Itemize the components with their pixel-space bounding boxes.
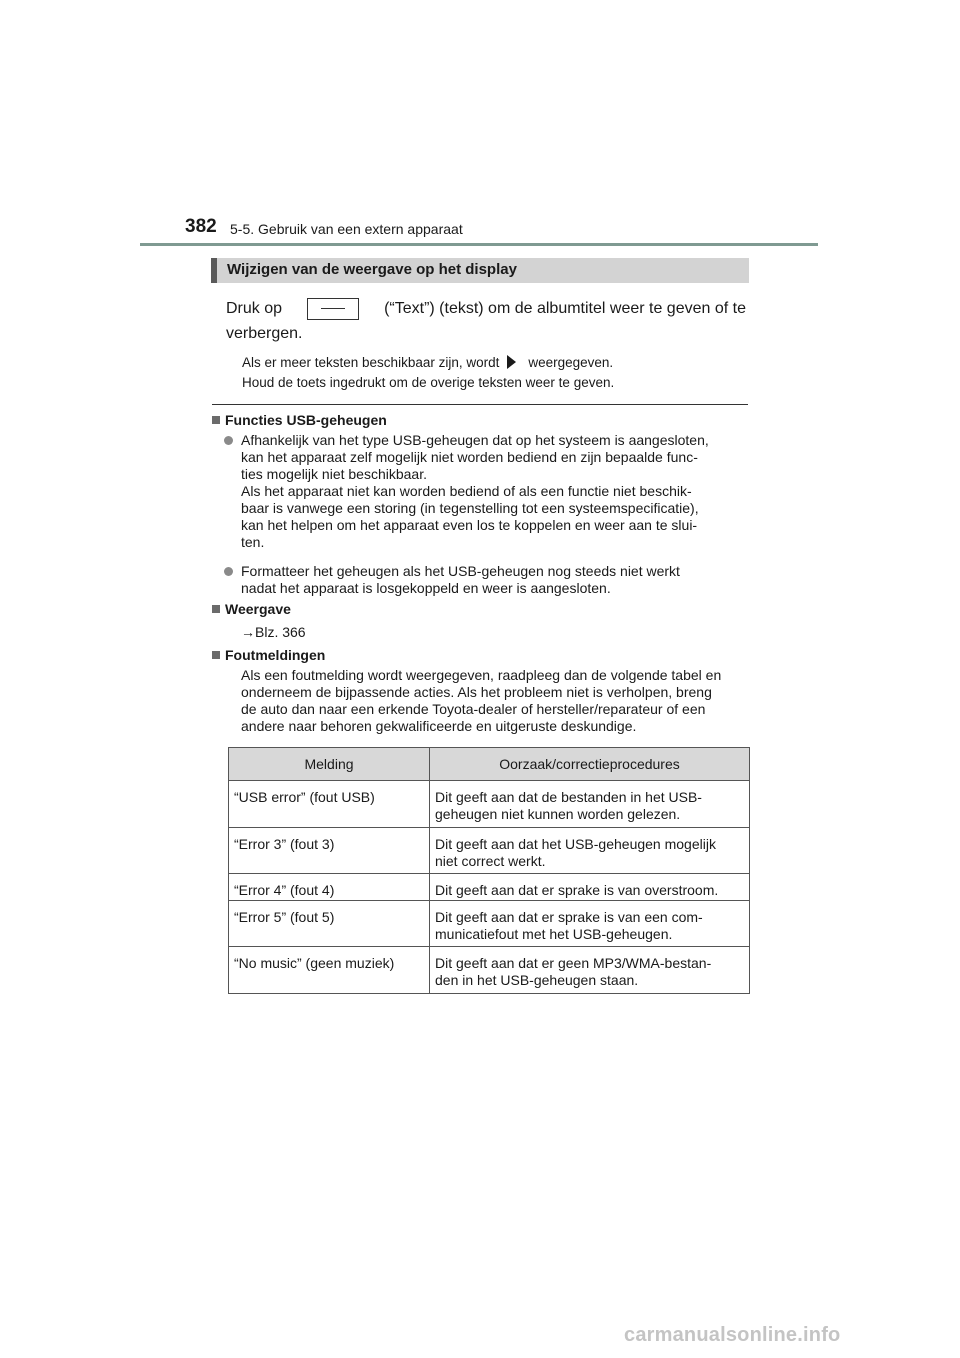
note-line2: Houd de toets ingedrukt om de overige teksten weer te geven.	[242, 375, 615, 390]
note-line1	[242, 353, 613, 373]
table-cell-message: “No music” (geen muziek)	[229, 947, 430, 994]
text-line: kan het apparaat zelf mogelijk niet worden bediend en zijn bepaalde func-	[241, 449, 698, 465]
table-cell-cause	[430, 874, 750, 901]
table-header-row	[229, 748, 750, 781]
square-bullet-icon	[212, 605, 220, 613]
bullet-item	[228, 432, 748, 551]
table-row	[229, 828, 750, 874]
text-line: Formatteer het geheugen als het USB-geheugen nog steeds niet werkt	[241, 563, 680, 579]
text-button-icon	[307, 298, 359, 320]
breadcrumb: 5-5. Gebruik van een extern apparaat	[230, 221, 463, 237]
text-line: Dit geeft aan dat de bestanden in het USB-	[435, 789, 702, 805]
text-line: municatiefout met het USB-geheugen.	[435, 926, 673, 942]
intro-text-line2: verbergen.	[226, 325, 303, 342]
section-header	[211, 258, 749, 283]
text-line: Als het apparaat niet kan worden bediend of als een functie niet beschik-	[241, 483, 692, 499]
square-bullet-icon	[212, 651, 220, 659]
page-number: 382	[185, 216, 217, 237]
text-line: de auto dan naar een erkende Toyota-dealer of hersteller/reparateur of een	[241, 701, 706, 717]
text-line: kan het helpen om het apparaat even los te koppelen en weer aan te slui-	[241, 517, 698, 533]
section-divider	[212, 404, 748, 405]
text-line: Dit geeft aan dat er sprake is van overstroom.	[435, 882, 719, 898]
intro-text-after: (“Text”) (tekst) om de albumtitel weer te geven of te	[384, 300, 746, 317]
section-title: Wijzigen van de weergave op het display	[227, 261, 517, 278]
text-line: geheugen niet kunnen worden gelezen.	[435, 806, 681, 822]
table-cell-cause	[430, 901, 750, 947]
bullet-dot-icon	[224, 436, 233, 445]
table-cell-message: “Error 5” (fout 5)	[229, 901, 430, 947]
watermark: carmanualsonline.info	[624, 1324, 841, 1346]
text-line: baar is vanwege een storing (in tegenstelling tot een systeemspecificatie),	[241, 500, 699, 516]
table-cell-cause	[430, 947, 750, 994]
intro-paragraph	[226, 297, 746, 321]
text-line: Dit geeft aan dat er geen MP3/WMA-bestan-	[435, 955, 712, 971]
square-bullet-icon	[212, 416, 220, 424]
table-cell-cause	[430, 828, 750, 874]
table-row	[229, 947, 750, 994]
text-line: Als een foutmelding wordt weergegeven, raadpleeg dan de volgende tabel en	[241, 667, 722, 683]
bullet-item	[228, 563, 748, 597]
text-line: ten.	[241, 534, 265, 550]
column-header-message: Melding	[229, 748, 430, 781]
text-line: niet correct werkt.	[435, 853, 546, 869]
table-cell-message: “Error 3” (fout 3)	[229, 828, 430, 874]
subheading-text: Weergave	[225, 601, 291, 617]
table-cell-cause	[430, 781, 750, 828]
text-line: nadat het apparaat is losgekoppeld en weer is aangesloten.	[241, 580, 611, 596]
header-divider	[140, 243, 818, 246]
text-line: ties mogelijk niet beschikbaar.	[241, 466, 427, 482]
text-line: onderneem de bijpassende acties. Als het probleem niet is verholpen, breng	[241, 684, 712, 700]
table-row	[229, 874, 750, 901]
text-line: Dit geeft aan dat het USB-geheugen mogelijk	[435, 836, 716, 852]
subheading-text: Foutmeldingen	[225, 647, 326, 663]
note-text-before: Als er meer teksten beschikbaar zijn, wordt	[242, 355, 500, 370]
subheading-errors	[212, 647, 325, 663]
bullet-dot-icon	[224, 567, 233, 576]
errors-intro	[241, 667, 748, 735]
text-line: Afhankelijk van het type USB-geheugen dat op het systeem is aangesloten,	[241, 432, 709, 448]
table-cell-message: “Error 4” (fout 4)	[229, 874, 430, 901]
intro-text-before: Druk op	[226, 300, 283, 317]
subheading-usb-functions	[212, 412, 387, 428]
column-header-cause: Oorzaak/correctieprocedures	[430, 748, 750, 781]
note-text-after: weergegeven.	[528, 355, 614, 370]
table-cell-message: “USB error” (fout USB)	[229, 781, 430, 828]
error-table	[228, 747, 750, 994]
subheading-text: Functies USB-geheugen	[225, 412, 387, 428]
table-row	[229, 901, 750, 947]
table-row	[229, 781, 750, 828]
text-line: andere naar behoren gekwalificeerde en uitgeruste deskundige.	[241, 718, 637, 734]
subheading-playback	[212, 601, 291, 617]
text-line: den in het USB-geheugen staan.	[435, 972, 639, 988]
text-line: Dit geeft aan dat er sprake is van een com-	[435, 909, 703, 925]
page-reference-link[interactable]: →Blz. 366	[241, 624, 306, 640]
more-text-arrow-icon	[507, 355, 516, 369]
